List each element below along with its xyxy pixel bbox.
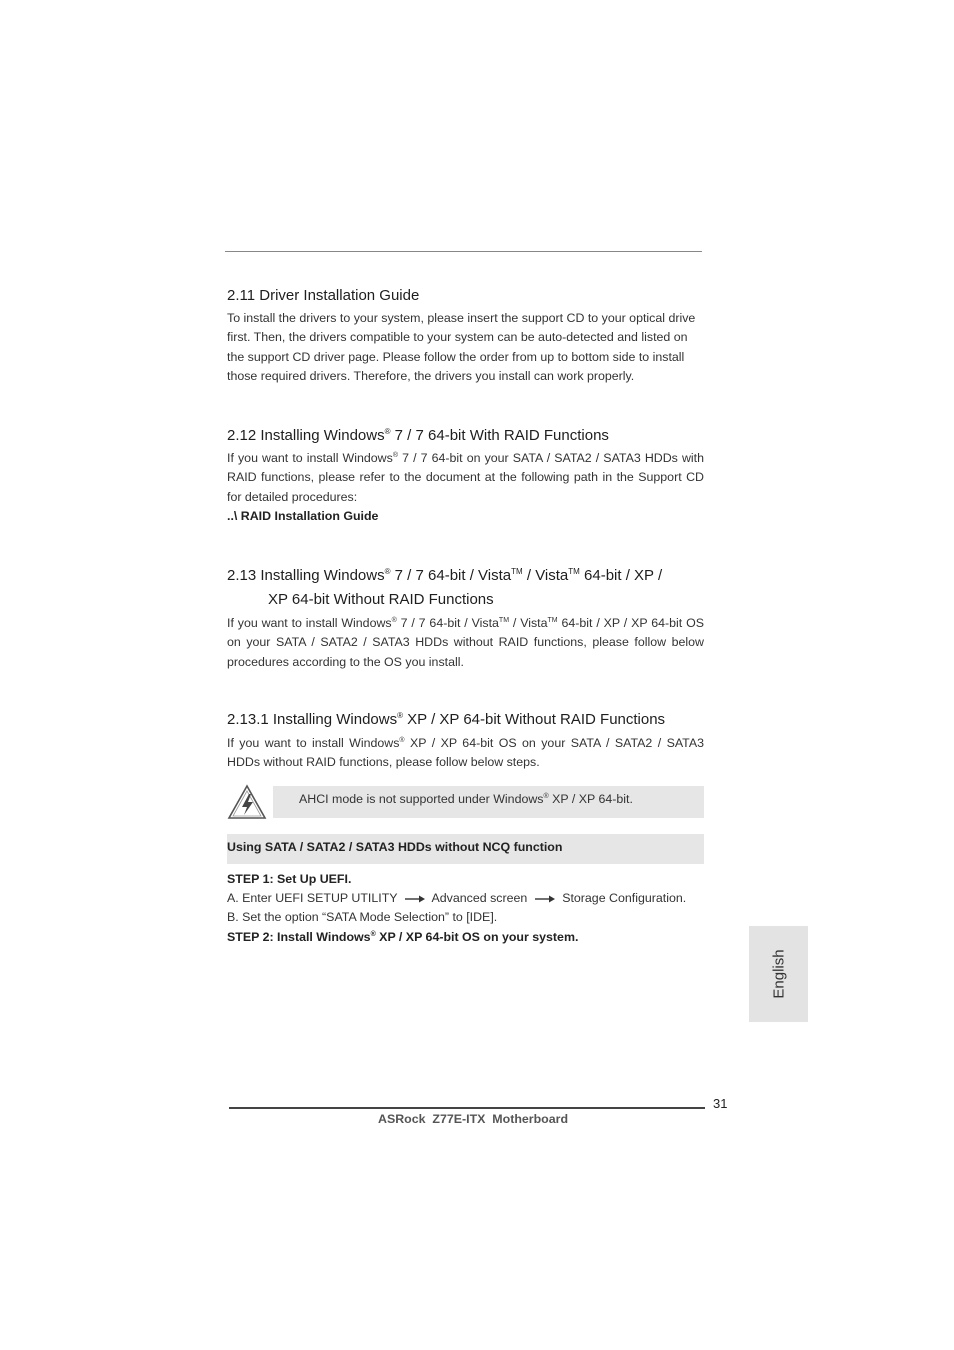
paragraph-2-12: If you want to install Windows® 7 / 7 64-bit on your SATA / SATA2 / SATA3 HDDs with RAID functions, please refer to the document at the following path in the Support CD for detailed procedures: — [227, 451, 704, 504]
arrow-right-icon — [535, 895, 555, 903]
arrow-right-icon — [405, 895, 425, 903]
warning-triangle-icon — [227, 784, 267, 820]
heading-2-12: 2.12 Installing Windows® 7 / 7 64-bit With RAID Functions — [227, 427, 609, 444]
step-1-title: STEP 1: Set Up UEFI. — [227, 872, 352, 886]
heading-2-13: 2.13 Installing Windows® 7 / 7 64-bit / Vista™ / Vista™ 64-bit / XP / — [227, 567, 663, 584]
paragraph-2-11: To install the drivers to your system, please insert the support CD to your optical drive first. Then, the drivers compatible to your system can be auto-detected and listed on the support CD driver page. Please follow the order from up to bottom side to install those required drivers. Therefore, the drivers you install can work properly. — [227, 311, 696, 383]
step-1-a: A. Enter UEFI SETUP UTILITY Advanced screen Storage Configuration. — [227, 891, 687, 905]
top-rule — [225, 251, 702, 252]
heading-2-13-1: 2.13.1 Installing Windows® XP / XP 64-bit Without RAID Functions — [227, 711, 666, 728]
language-tab: English — [749, 926, 808, 1022]
raid-guide-path: ..\ RAID Installation Guide — [227, 509, 379, 523]
ncq-section-bar: Using SATA / SATA2 / SATA3 HDDs without NCQ function — [227, 834, 704, 864]
ahci-note — [227, 786, 704, 818]
page-number: 31 — [713, 1096, 728, 1111]
bottom-rule — [229, 1107, 705, 1109]
step-1-b: B. Set the option “SATA Mode Selection” to [IDE]. — [227, 910, 498, 924]
heading-2-11: 2.11 Driver Installation Guide — [227, 287, 420, 304]
heading-2-13-line2: XP 64-bit Without RAID Functions — [268, 591, 494, 608]
paragraph-2-13-1: If you want to install Windows® XP / XP 64-bit OS on your SATA / SATA2 / SATA3 HDDs without RAID functions, please follow below steps. — [227, 736, 704, 770]
step-2-title: STEP 2: Install Windows® XP / XP 64-bit OS on your system. — [227, 930, 579, 944]
paragraph-2-13: If you want to install Windows® 7 / 7 64-bit / Vista™ / Vista™ 64-bit / XP / XP 64-bit OS on your SATA / SATA2 / SATA3 HDDs without RAID functions, please follow below procedures according to the OS you install. — [227, 616, 705, 669]
footer-product-name: ASRock Z77E-ITX Motherboard — [378, 1112, 569, 1126]
note-text: AHCI mode is not supported under Windows® XP / XP 64-bit. — [299, 792, 633, 806]
